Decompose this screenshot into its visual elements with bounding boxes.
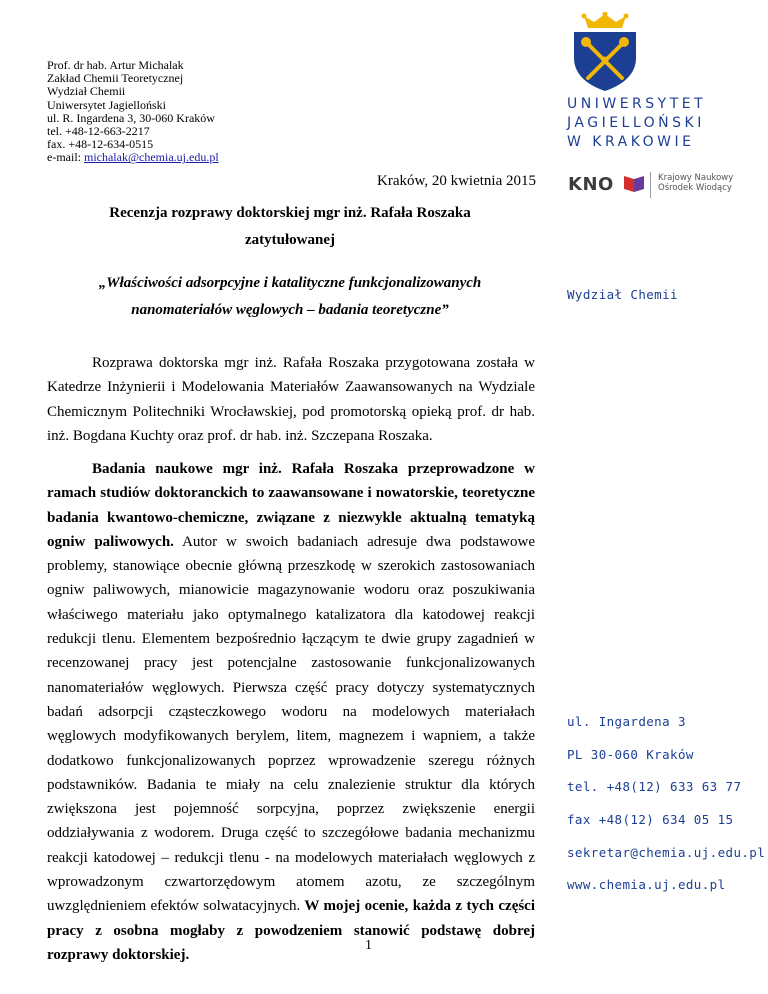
thesis-title-line1: „Właściwości adsorpcyjne i katalityczne funkcjonalizowanych xyxy=(98,275,482,291)
paragraph-research-bold-start: Badania naukowe mgr inż. Rafała Roszaka przeprowadzone w ramach studiów doktoranckich to zaawansowane i nowatorskie, teoretyczne badania kwantowo-chemiczne, związane z niezwykle aktualną tematyką ogniw paliwowych. xyxy=(47,461,535,550)
kno-caption xyxy=(658,173,733,193)
letter-date: Kraków, 20 kwietnia 2015 xyxy=(377,173,536,189)
letterhead-email: sekretar@chemia.uj.edu.pl xyxy=(567,845,766,860)
university-wordmark-line2: JAGIELLOŃSKI xyxy=(567,115,705,131)
review-title: Recenzja rozprawy doktorskiej mgr inż. Rafała Roszaka xyxy=(109,205,471,221)
sender-university: Uniwersytet Jagielloński xyxy=(47,97,166,112)
kno-divider xyxy=(650,172,651,198)
sender-email-label: e-mail: xyxy=(47,150,84,165)
paragraph-research xyxy=(47,457,535,967)
kno-caption-line2: Ośrodek Wiodący xyxy=(658,183,732,193)
letterhead-website: www.chemia.uj.edu.pl xyxy=(567,877,726,892)
sender-phone: tel. +48-12-663-2217 xyxy=(47,124,150,139)
university-wordmark-line1: UNIWERSYTET xyxy=(567,96,707,112)
sender-name: Prof. dr hab. Artur Michalak xyxy=(47,58,184,72)
letterhead-phone: tel. +48(12) 633 63 77 xyxy=(567,779,742,794)
kno-caption-line1: Krajowy Naukowy xyxy=(658,173,734,183)
letterhead-address-street: ul. Ingardena 3 xyxy=(567,714,686,729)
thesis-title-line2: nanomateriałów węglowych – badania teoretyczne” xyxy=(131,302,449,318)
sender-faculty: Wydział Chemii xyxy=(47,84,126,99)
sender-address: ul. R. Ingardena 3, 30-060 Kraków xyxy=(47,110,215,125)
letterhead-fax: fax +48(12) 634 05 15 xyxy=(567,812,734,827)
paragraph-intro: Rozprawa doktorska mgr inż. Rafała Roszaka przygotowana została w Katedrze Inżynierii i Modelowania Materiałów Zaawansowanych na Wydziale Chemicznym Politechniki Wrocławskiej, pod promotorską opieką prof. dr hab. inż. Bogdana Kuchty oraz prof. dr hab. inż. Szczepana Roszaka. xyxy=(47,355,535,444)
kno-logo-word: KNO xyxy=(568,174,614,195)
paragraph-research-bold-end: W mojej ocenie, każda z tych części pracy z osobna mogłaby z powodzeniem stanowić podstawę dobrej rozprawy doktorskiej. xyxy=(47,898,536,963)
sender-block xyxy=(47,59,219,165)
page-number: 1 xyxy=(365,938,372,953)
letterhead-address-city: PL 30-060 Kraków xyxy=(567,747,694,762)
university-wordmark xyxy=(567,95,706,152)
university-wordmark-line3: W KRAKOWIE xyxy=(567,134,695,150)
paragraph-research-body: Autor w swoich badaniach adresuje dwa podstawowe problemy, stanowiące obecnie główną przeszkodę w szerokich zastosowaniach ogniw paliwowych, mianowicie magazynowanie wodoru oraz poszukiwania właściwego materiału jako optymalnego katalizatora dla katodowej reakcji redukcji tlenu. Elementem bezpośrednio łączącym te dwie grupy zagadnień w recenzowanej pracy jest potencjalne zastosowanie funkcjonalizowanych nanomateriałów węglowych. Pierwsza część pracy dotyczy systematycznych badań adsorpcji cząsteczkowego wodoru na modelowych materiałach węglowych modyfikowanych berylem, litem, magnezem i wapniem, a także dodatkowo funkcjonalizowanych poprzez wprowadzenie szeregu różnych podstawników. Badania te miały na celu znalezienie struktur dla których zwiększona jest pojemność sorpcyjna, poprzez zwiększenie energii oddziaływania z wodorem. Druga część to szczegółowe badania mechanizmu reakcji katodowej – redukcji tlenu - na modelowych materiałach węglowych z wprowadzonym czwartorzędowym atomem azotu, ze szczególnym uwzględnieniem efektów solwatacyjnych. xyxy=(47,533,535,915)
sender-email-link[interactable]: michalak@chemia.uj.edu.pl xyxy=(83,150,219,165)
university-crest-icon xyxy=(570,12,640,92)
sender-department: Zakład Chemii Teoretycznej xyxy=(47,71,184,86)
sender-email-line xyxy=(47,151,219,164)
sender-fax: fax. +48-12-634-0515 xyxy=(47,137,154,152)
book-icon xyxy=(624,174,644,192)
letterhead-faculty: Wydział Chemii xyxy=(567,287,678,302)
review-title-entitled: zatytułowanej xyxy=(245,232,335,248)
